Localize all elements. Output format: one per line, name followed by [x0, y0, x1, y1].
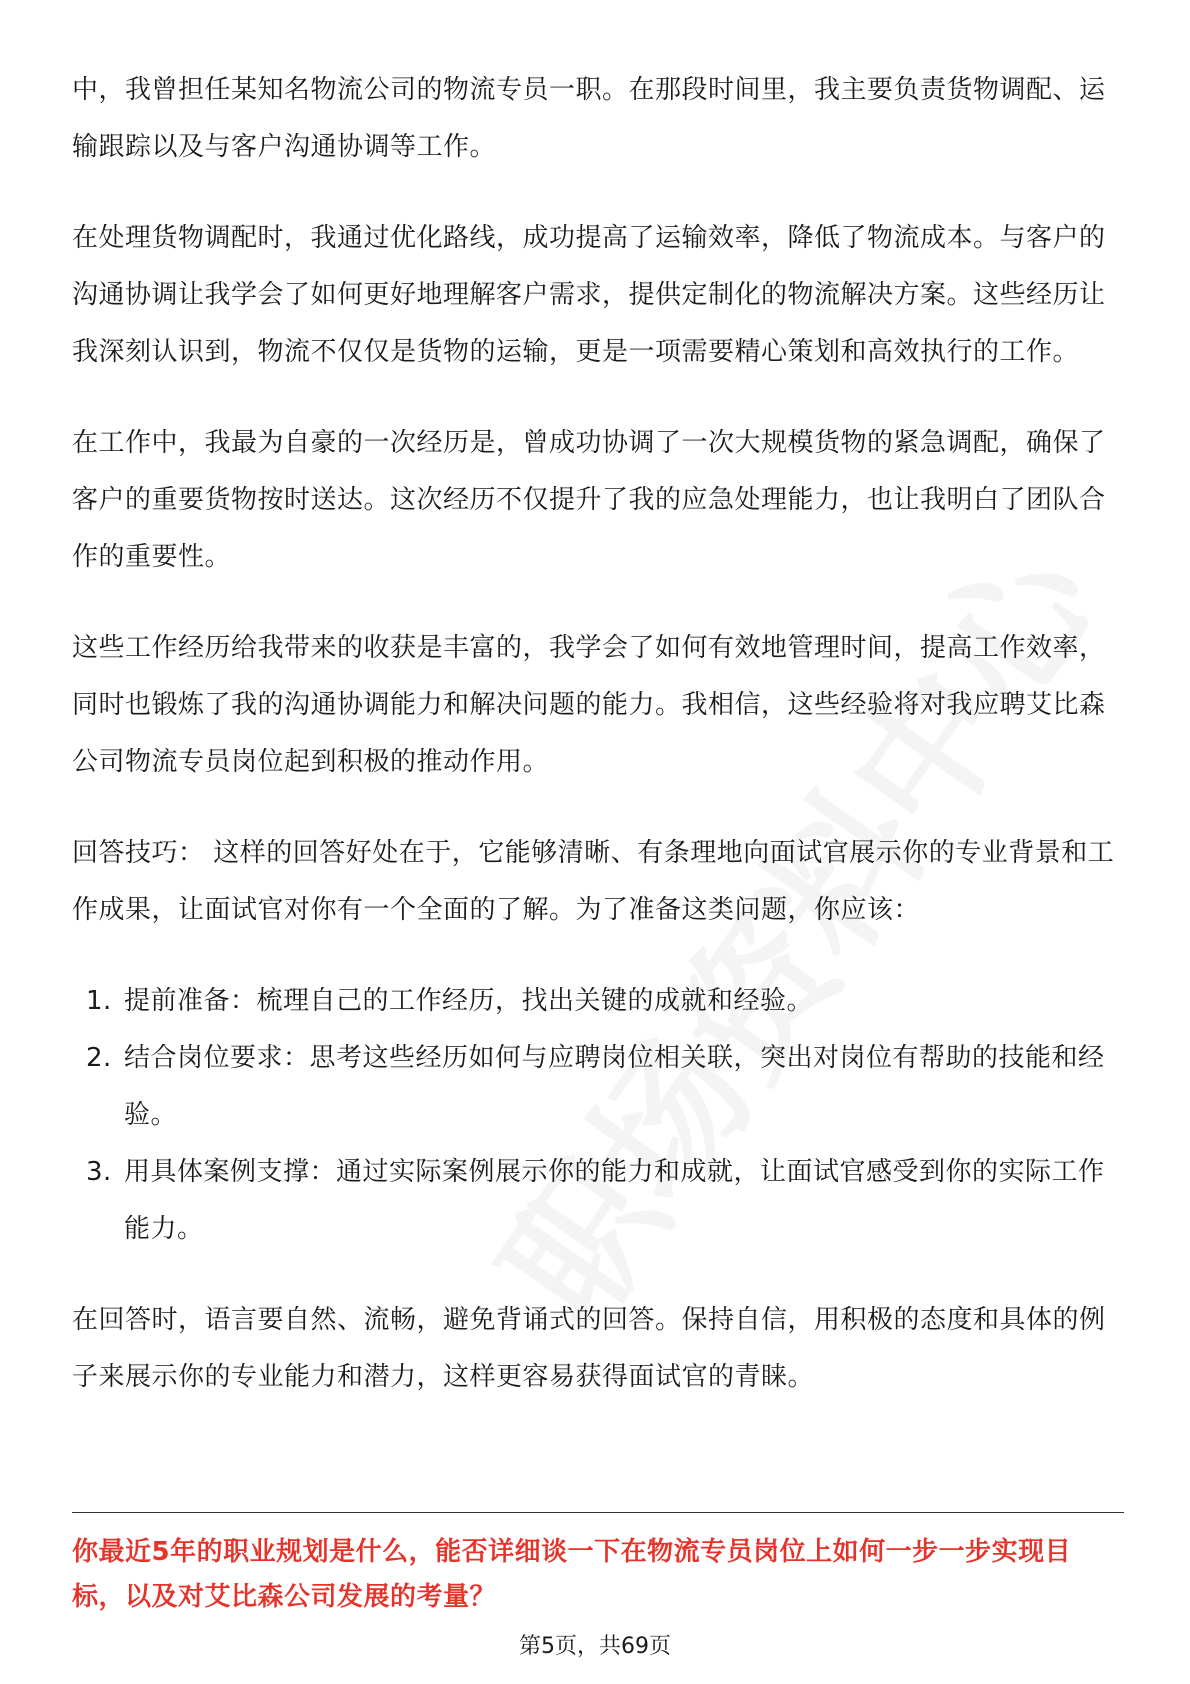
list-item-number: 2. [86, 1043, 112, 1073]
list-item-number: 1. [86, 986, 112, 1016]
list-item-text: 用具体案例支撑：通过实际案例展示你的能力和成就，让面试官感受到你的实际工作能力。 [124, 1157, 1105, 1244]
list-item [72, 1030, 1124, 1144]
paragraph-3: 在工作中，我最为自豪的一次经历是，曾成功协调了一次大规模货物的紧急调配，确保了客户的重要货物按时送达。这次经历不仅提升了我的应急处理能力，也让我明白了团队合作的重要性。 [72, 428, 1106, 572]
document-body [72, 62, 1124, 1440]
paragraph-4: 这些工作经历给我带来的收获是丰富的，我学会了如何有效地管理时间，提高工作效率，同时也锻炼了我的沟通协调能力和解决问题的能力。我相信，这些经验将对我应聘艾比森公司物流专员岗位起到积极的推动作用。 [72, 633, 1106, 777]
paragraph-1: 中，我曾担任某知名物流公司的物流专员一职。在那段时间里，我主要负责货物调配、运输跟踪以及与客户沟通协调等工作。 [72, 75, 1106, 162]
next-question-heading: 你最近5年的职业规划是什么，能否详细谈一下在物流专员岗位上如何一步一步实现目标，以及对艾比森公司发展的考量？ [72, 1537, 1072, 1612]
paragraph-2: 在处理货物调配时，我通过优化路线，成功提高了运输效率，降低了物流成本。与客户的沟通协调让我学会了如何更好地理解客户需求，提供定制化的物流解决方案。这些经历让我深刻认识到，物流不仅仅是货物的运输，更是一项需要精心策划和高效执行的工作。 [72, 223, 1106, 367]
list-item [72, 1144, 1124, 1258]
paragraph-answer-tips: 回答技巧： 这样的回答好处在于，它能够清晰、有条理地向面试官展示你的专业背景和工作成果，让面试官对你有一个全面的了解。为了准备这类问题，你应该： [72, 838, 1115, 925]
list-item-text: 提前准备：梳理自己的工作经历，找出关键的成就和经验。 [124, 986, 814, 1016]
tips-list [72, 973, 1124, 1258]
section-divider [72, 1512, 1124, 1513]
list-item-number: 3. [86, 1157, 112, 1187]
paragraph-6: 在回答时，语言要自然、流畅，避免背诵式的回答。保持自信，用积极的态度和具体的例子来展示你的专业能力和潜力，这样更容易获得面试官的青睐。 [72, 1305, 1106, 1392]
list-item [72, 973, 1124, 1030]
page-number-footer: 第5页，共69页 [519, 1634, 671, 1659]
list-item-text: 结合岗位要求：思考这些经历如何与应聘岗位相关联，突出对岗位有帮助的技能和经验。 [124, 1043, 1105, 1130]
